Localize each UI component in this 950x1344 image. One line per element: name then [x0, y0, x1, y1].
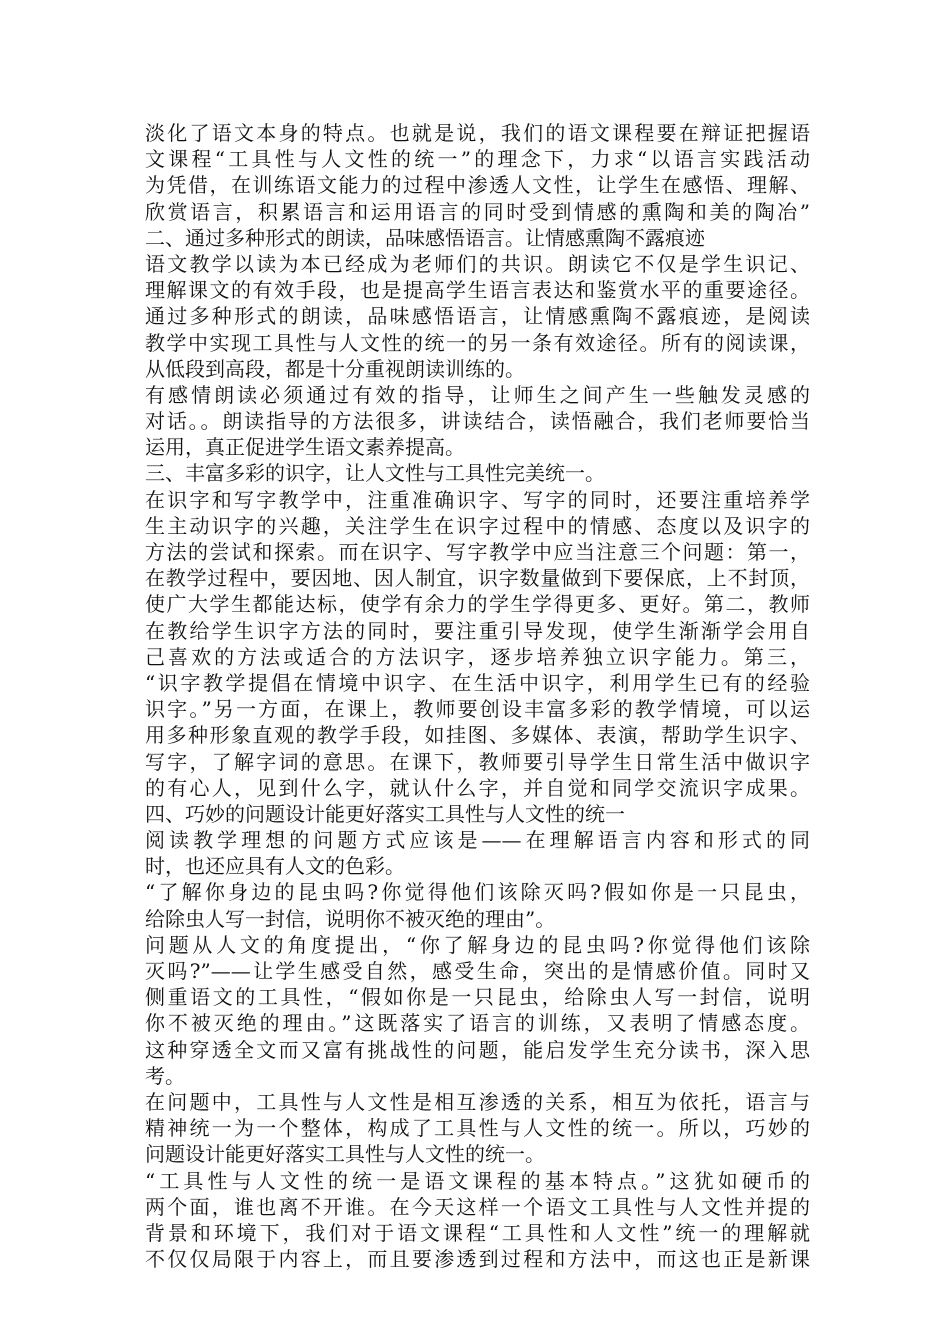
text-line: 侧重语文的工具性，“假如你是一只昆虫，给除虫人写一封信，说明	[145, 985, 810, 1010]
text-line: 精神统一为一个整体，构成了工具性与人文性的统一。所以，巧妙的	[145, 1116, 810, 1141]
text-line: 对话。。朗读指导的方法很多，讲读结合，读悟融合，我们老师要恰当	[145, 409, 810, 434]
text-line: 方法的尝试和探索。而在识字、写字教学中应当注意三个问题：第一，	[145, 540, 810, 564]
text-line: 写字，了解字词的意思。在课下，教师要引导学生日常生活中做识字	[145, 749, 810, 774]
text-line: 运用，真正促进学生语文素养提高。	[145, 435, 465, 460]
text-line: 时，也还应具有人文的色彩。	[145, 854, 405, 879]
text-line: 在问题中，工具性与人文性是相互渗透的关系，相互为依托，语言与	[145, 1089, 810, 1114]
text-line: 二、通过多种形式的朗读，品味感悟语言。让情感熏陶不露痕迹	[145, 225, 705, 250]
text-line: 三、丰富多彩的识字，让人文性与工具性完美统一。	[145, 461, 605, 486]
text-line: 从低段到高段，都是十分重视朗读训练的。	[145, 356, 525, 381]
text-line: 用多种形象直观的教学手段，如挂图、多媒体、表演，帮助学生识字、	[145, 723, 810, 748]
text-line: 淡化了语文本身的特点。也就是说，我们的语文课程要在辩证把握语	[145, 121, 810, 145]
text-line: 文课程“工具性与人文性的统一”的理念下，力求“以语言实践活动	[145, 147, 810, 172]
text-line: 这种穿透全文而又富有挑战性的问题，能启发学生充分读书，深入思	[145, 1037, 810, 1062]
text-line: 在教给学生识字方法的同时，要注重引导发现，使学生渐渐学会用自	[145, 618, 810, 643]
text-line: 两个面，谁也离不开谁。在今天这样一个语文工具性与人文性并提的	[145, 1194, 810, 1219]
text-line: 考。	[145, 1063, 185, 1088]
document-page	[145, 120, 810, 1272]
text-line: 四、巧妙的问题设计能更好落实工具性与人文性的统一	[145, 801, 625, 826]
text-line: 生主动识字的兴趣，关注学生在识字过程中的情感、态度以及识字的	[145, 513, 810, 538]
text-line: “识字教学提倡在情境中识字、在生活中识字，利用学生已有的经验	[145, 670, 810, 695]
text-line: 使广大学生都能达标，使学有余力的学生学得更多、更好。第二，教师	[145, 592, 810, 617]
text-line: 问题从人文的角度提出，“你了解身边的昆虫吗?你觉得他们该除	[145, 932, 810, 957]
text-line: 通过多种形式的朗读，品味感悟语言，让情感熏陶不露痕迹，是阅读	[145, 304, 810, 329]
text-line: 灭吗?”——让学生感受自然，感受生命，突出的是情感价值。同时又	[145, 959, 810, 983]
text-line: 欣赏语言，积累语言和运用语言的同时受到情感的熏陶和美的陶冶”	[145, 199, 810, 224]
text-line: 不仅仅局限于内容上，而且要渗透到过程和方法中，而这也正是新课	[145, 1247, 810, 1272]
text-line: 背景和环境下，我们对于语文课程“工具性和人文性”统一的理解就	[145, 1220, 810, 1245]
text-line: 的有心人，见到什么字，就认什么字，并自觉和同学交流识字成果。	[145, 775, 810, 800]
text-line: 识字。”另一方面，在课上，教师要创设丰富多彩的教学情境，可以运	[145, 697, 810, 722]
text-line: 理解课文的有效手段，也是提高学生语言表达和鉴赏水平的重要途径。	[145, 278, 810, 303]
text-line: 在识字和写字教学中，注重准确识字、写字的同时，还要注重培养学	[145, 487, 810, 512]
text-line: “工具性与人文性的统一是语文课程的基本特点。”这犹如硬币的	[145, 1168, 810, 1193]
text-line: 在教学过程中，要因地、因人制宜，识字数量做到下要保底，上不封顶，	[145, 566, 810, 591]
text-line: 语文教学以读为本已经成为老师们的共识。朗读它不仅是学生识记、	[145, 251, 810, 276]
text-line: 为凭借，在训练语文能力的过程中渗透人文性，让学生在感悟、理解、	[145, 173, 810, 198]
text-line: 给除虫人写一封信，说明你不被灭绝的理由”。	[145, 906, 556, 931]
text-line: 阅读教学理想的问题方式应该是——在理解语言内容和形式的同	[145, 828, 810, 853]
text-line: “了解你身边的昆虫吗?你觉得他们该除灭吗?假如你是一只昆虫，	[145, 880, 810, 905]
text-line: 己喜欢的方法或适合的方法识字，逐步培养独立识字能力。第三，	[145, 644, 810, 669]
text-line: 问题设计能更好落实工具性与人文性的统一。	[145, 1142, 545, 1167]
text-line: 教学中实现工具性与人文性的统一的另一条有效途径。所有的阅读课，	[145, 330, 810, 355]
text-line: 你不被灭绝的理由。”这既落实了语言的训练，又表明了情感态度。	[145, 1011, 810, 1036]
text-line: 有感情朗读必须通过有效的指导，让师生之间产生一些触发灵感的	[145, 382, 810, 407]
